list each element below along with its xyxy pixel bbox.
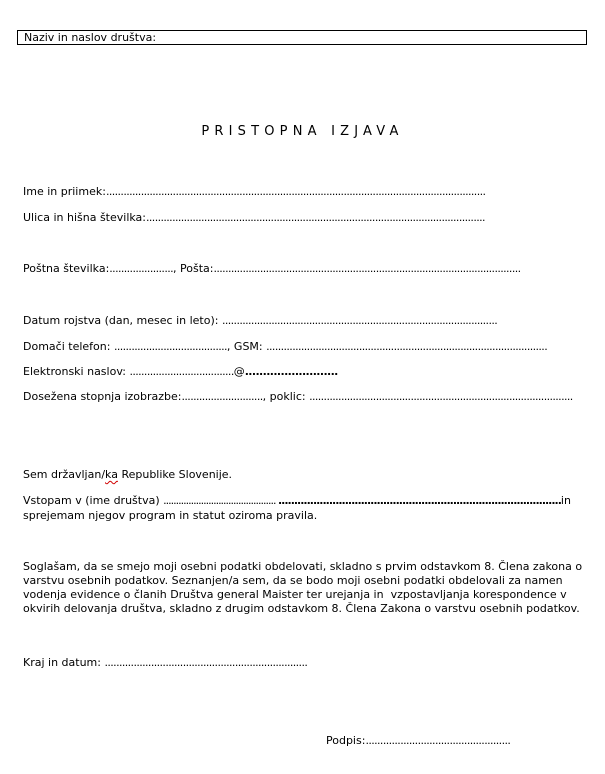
place-date-label: Kraj in datum:	[23, 656, 105, 669]
join-statement[interactable]	[23, 494, 571, 507]
consent-line: okvirih delovanja društva, skladno z drugim odstavkom 8. Člena Zakona o varstvu osebnih podatkov.	[23, 602, 580, 615]
education-dots: ............................	[181, 390, 263, 403]
signature-label: Podpis:	[326, 734, 366, 747]
birth-date-field[interactable]	[23, 314, 497, 327]
phone-separator: ,	[226, 340, 234, 353]
email-dots-domain: ..........................	[244, 365, 338, 378]
postal-code-dots: ......................	[109, 262, 174, 275]
home-phone-field[interactable]	[23, 340, 227, 353]
home-phone-dots: .......................................	[113, 340, 227, 353]
postal-code-label: Poštna številka:	[23, 262, 110, 275]
post-label: Pošta:	[180, 262, 214, 275]
gsm-field[interactable]	[234, 340, 547, 353]
postal-separator: ,	[173, 262, 181, 275]
education-field[interactable]	[23, 390, 263, 403]
education-separator: ,	[262, 390, 270, 403]
street-label: Ulica in hišna številka:	[23, 211, 146, 224]
spellcheck-marked-text: ka	[105, 468, 118, 481]
profession-label: poklic:	[269, 390, 310, 403]
email-dots-user: ....................................	[129, 365, 234, 378]
signature-dots: ..................................................	[365, 734, 511, 747]
name-dots: ...................................................................................................................................	[105, 185, 486, 198]
society-name-box[interactable]	[17, 30, 587, 45]
home-phone-label: Domači telefon:	[23, 340, 114, 353]
name-label: Ime in priimek:	[23, 185, 106, 198]
place-date-field[interactable]	[23, 656, 307, 669]
join-label: Vstopam v (ime društva)	[23, 494, 164, 507]
place-date-dots: ......................................................................	[104, 656, 308, 669]
consent-line: vodenja evidence o članih Društva general Maister ter urejanja in vzpostavljanja korespondence v	[23, 588, 567, 601]
signature-field[interactable]	[326, 734, 510, 747]
gsm-dots: .................................................................................................	[266, 340, 548, 353]
join-dots-2: .........................................................................................	[277, 494, 561, 507]
email-label: Elektronski naslov:	[23, 365, 130, 378]
consent-line: varstvu osebnih podatkov. Seznanjen/a sem, da se bodo moji osebni podatki obdelovali za namen	[23, 574, 563, 587]
citizenship-rest: Republike Slovenije.	[117, 468, 233, 481]
profession-dots: ...........................................................................................	[309, 390, 573, 403]
join-statement-line2: sprejemam njegov program in statut oziroma pravila.	[23, 509, 318, 522]
consent-line: Soglašam, da se smejo moji osebni podatki obdelovati, skladno s prvim odstavkom 8. Člena zakona o	[23, 560, 583, 573]
profession-field[interactable]	[270, 390, 573, 403]
street-field[interactable]	[23, 211, 485, 224]
document-title: PRISTOPNA IZJAVA	[201, 124, 404, 139]
join-dots-1: .............................................	[163, 494, 278, 507]
post-field[interactable]	[180, 262, 521, 275]
join-tail: in	[560, 494, 571, 507]
phone-row	[23, 340, 547, 353]
post-dots: ..........................................................................................................	[213, 262, 521, 275]
postal-code-field[interactable]	[23, 262, 173, 275]
citizenship-prefix: Sem državljan/	[23, 468, 106, 481]
postal-row	[23, 262, 521, 275]
citizenship-statement	[23, 468, 232, 481]
society-name-label: Naziv in naslov društva:	[24, 31, 157, 44]
birth-date-dots: ...............................................................................................	[221, 314, 498, 327]
email-at-sign: @	[233, 365, 245, 378]
education-row	[23, 390, 573, 403]
street-dots: .....................................................................................................................	[146, 211, 485, 224]
gsm-label: GSM:	[233, 340, 267, 353]
email-field[interactable]	[23, 365, 338, 378]
education-label: Dosežena stopnja izobrazbe:	[23, 390, 182, 403]
birth-date-label: Datum rojstva (dan, mesec in leto):	[23, 314, 222, 327]
name-field[interactable]	[23, 185, 485, 198]
consent-paragraph	[23, 560, 588, 616]
